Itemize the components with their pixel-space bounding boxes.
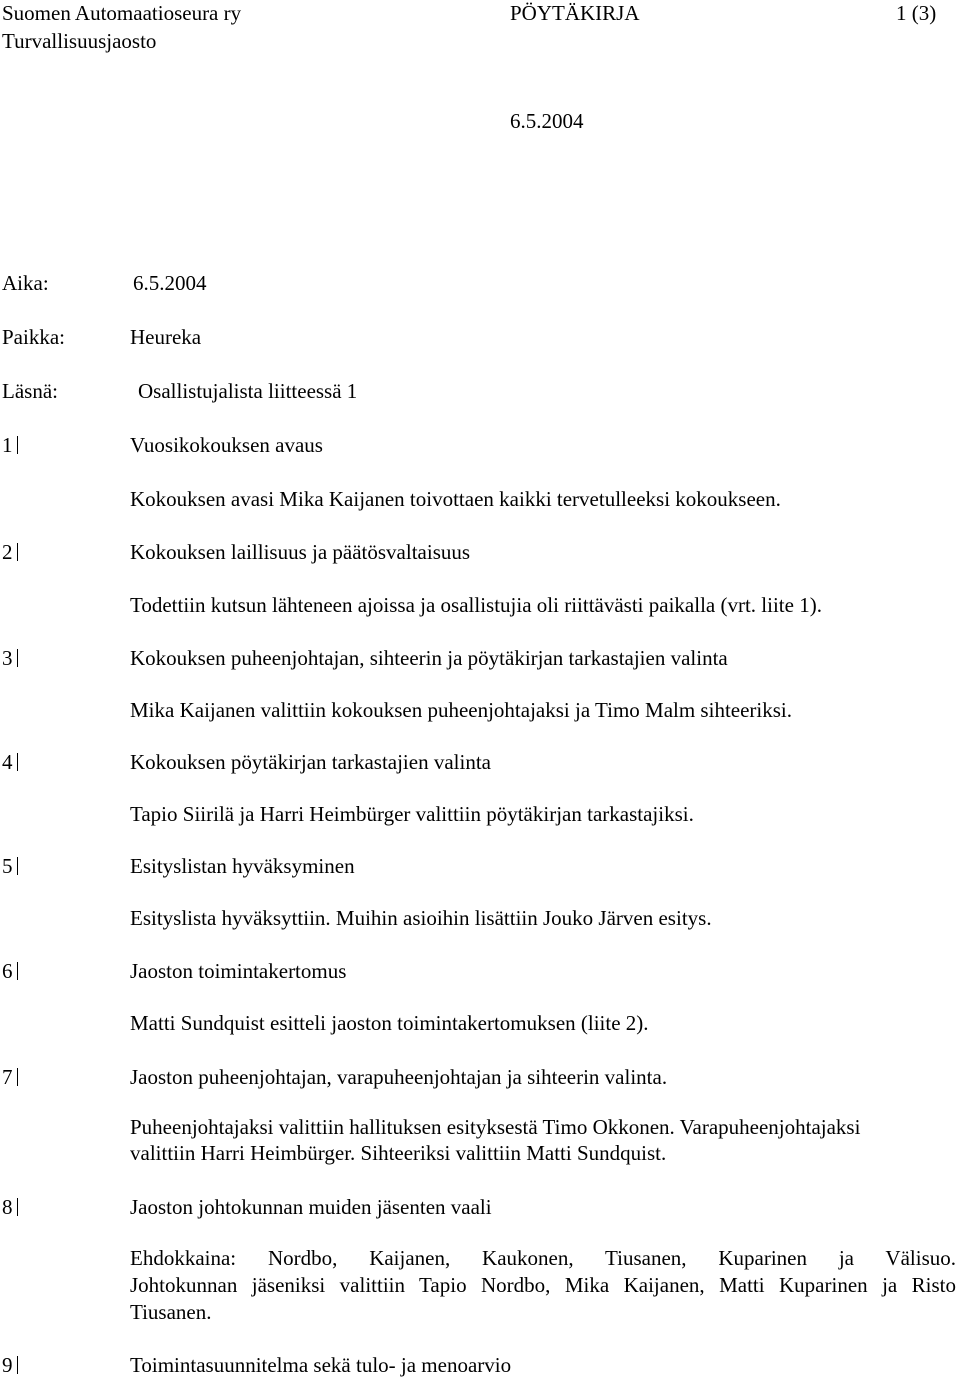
item-number: 2 xyxy=(2,539,20,565)
section-marker-icon xyxy=(15,960,20,978)
time-value: 6.5.2004 xyxy=(133,271,207,295)
item-body: Esityslista hyväksyttiin. Muihin asioihin lisättiin Jouko Järven esitys. xyxy=(130,906,712,930)
present-value: Osallistujalista liitteessä 1 xyxy=(138,379,358,403)
item-number: 9 xyxy=(2,1352,20,1378)
item-number: 4 xyxy=(2,749,20,775)
place-value: Heureka xyxy=(130,325,202,349)
item-title: Kokouksen pöytäkirjan tarkastajien valinta xyxy=(130,750,491,774)
item-number: 6 xyxy=(2,958,20,984)
item-number: 1 xyxy=(2,432,20,458)
section-marker-icon xyxy=(15,434,20,452)
item-body-line: Puheenjohtajaksi valittiin hallituksen esityksestä Timo Okkonen. Varapuheenjohtajaksi xyxy=(130,1115,861,1139)
section-marker-icon xyxy=(15,1196,20,1214)
item-title: Kokouksen laillisuus ja päätösvaltaisuus xyxy=(130,540,471,564)
page-number: 1 (3) xyxy=(896,1,937,25)
organization-section: Turvallisuusjaosto xyxy=(2,29,157,53)
item-body: Tapio Siirilä ja Harri Heimbürger valittiin pöytäkirjan tarkastajiksi. xyxy=(130,802,694,826)
section-marker-icon xyxy=(15,647,20,665)
item-number: 8 xyxy=(2,1194,20,1220)
item-title: Esityslistan hyväksyminen xyxy=(130,854,355,878)
section-marker-icon xyxy=(15,541,20,559)
item-title: Jaoston johtokunnan muiden jäsenten vaali xyxy=(130,1195,492,1219)
item-title: Toimintasuunnitelma sekä tulo- ja menoarvio xyxy=(130,1353,512,1377)
item-body-line: Ehdokkaina: Nordbo, Kaijanen, Kaukonen, Tiusanen, Kuparinen ja Välisuo. xyxy=(130,1246,956,1270)
item-body-line: Tiusanen. xyxy=(130,1300,212,1324)
section-marker-icon xyxy=(15,751,20,769)
item-body: Mika Kaijanen valittiin kokouksen puheenjohtajaksi ja Timo Malm sihteeriksi. xyxy=(130,698,793,722)
item-body-line: valittiin Harri Heimbürger. Sihteeriksi valittiin Matti Sundquist. xyxy=(130,1141,667,1165)
item-title: Kokouksen puheenjohtajan, sihteerin ja pöytäkirjan tarkastajien valinta xyxy=(130,646,728,670)
time-label: Aika: xyxy=(2,271,49,295)
item-number: 3 xyxy=(2,645,20,671)
item-body: Kokouksen avasi Mika Kaijanen toivottaen kaikki tervetulleeksi kokoukseen. xyxy=(130,487,781,511)
organization-name: Suomen Automaatioseura ry xyxy=(2,1,242,25)
item-title: Jaoston toimintakertomus xyxy=(130,959,347,983)
section-marker-icon xyxy=(15,855,20,873)
item-body-line: Johtokunnan jäseniksi valittiin Tapio Nordbo, Mika Kaijanen, Matti Kuparinen ja Risto xyxy=(130,1273,956,1297)
item-number: 5 xyxy=(2,853,20,879)
item-body: Matti Sundquist esitteli jaoston toimintakertomuksen (liite 2). xyxy=(130,1011,649,1035)
section-marker-icon xyxy=(15,1354,20,1372)
item-number: 7 xyxy=(2,1064,20,1090)
item-title: Vuosikokouksen avaus xyxy=(130,433,323,457)
document-type: PÖYTÄKIRJA xyxy=(510,1,640,25)
item-body: Todettiin kutsun lähteneen ajoissa ja osallistujia oli riittävästi paikalla (vrt. liite 1). xyxy=(130,593,822,617)
present-label: Läsnä: xyxy=(2,379,58,403)
place-label: Paikka: xyxy=(2,325,65,349)
item-title: Jaoston puheenjohtajan, varapuheenjohtajan ja sihteerin valinta. xyxy=(130,1065,668,1089)
section-marker-icon xyxy=(15,1066,20,1084)
document-date: 6.5.2004 xyxy=(510,109,584,133)
